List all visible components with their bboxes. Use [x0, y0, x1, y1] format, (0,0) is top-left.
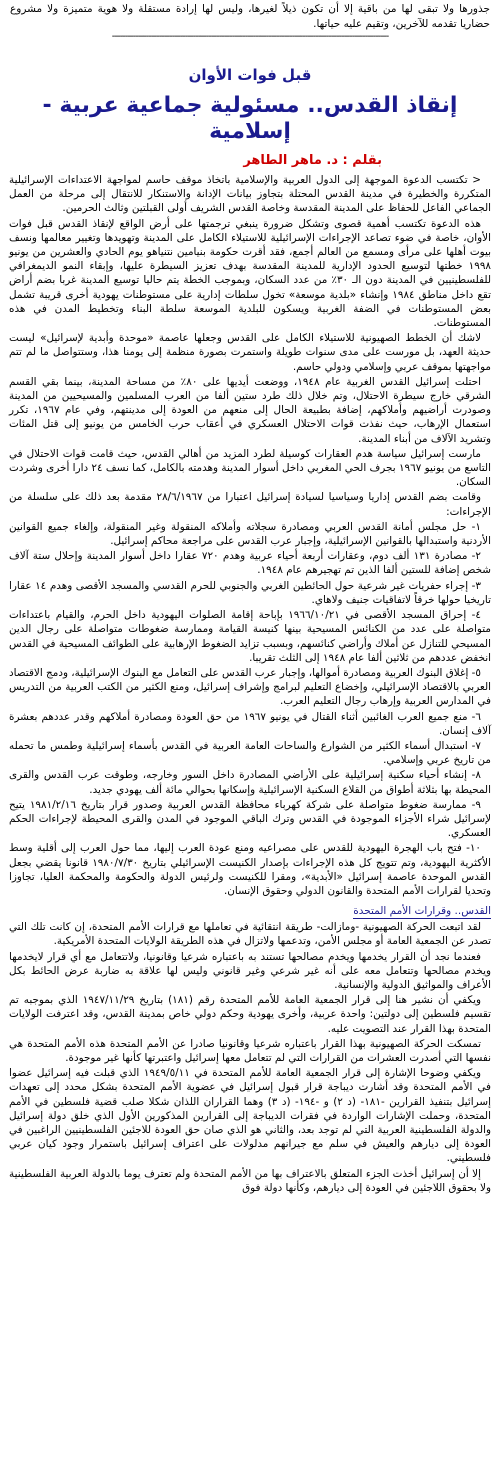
article-list-item: ٩- ممارسة ضغوط متواصلة على شركة كهرباء محافظة القدس العربية وصدور قرار بتاريخ ١٩٨١/٢/١٦ يتيح لإسرائيل شراء الأجزاء الموجودة في القدس وترك الباقي الموجود في المدن والقرى المحيطة لإجراءات الحكم العسكري. — [9, 798, 491, 840]
article-title: إنقاذ القدس.. مسئولية جماعية عربية - إسلامية — [42, 93, 458, 144]
article-paragraph: تمسكت الحركة الصهيونية بهذا القرار باعتباره شرعيا وقانونيا صادرا عن الأمم المتحدة هذه الأمم المتحدة هي نفسها التي أصدرت العشرات من القرارات التي لم تتعامل معها إسرائيل واعتبرتها كأنها غير موجودة. — [9, 1037, 491, 1064]
article-list-item: ١٠- فتح باب الهجرة اليهودية للقدس على مصراعيه ومنع عودة العرب إليها، مما حول العرب إلى أقلية وسط الأكثرية اليهودية، وتم تتويج كل هذه الإجراءات بإصدار الكنيست الإسرائيلي بتاريخ ١٩٨٠/٧/٣٠ قانونا يقضي بجعل القدس الموحدة عاصمة إسرائيل «الأبدية»، ومقرا للكنيست ولرئيس الدولة والحكومة والمحكمة العليا، تجاوزا وتحديا لقرارات الأمم المتحدة والقانون الدولي وحقوق الإنسان. — [9, 842, 491, 897]
article-list-item: ٣- إجراء حفريات غير شرعية حول الحائطين الغربي والجنوبي للحرم القدسي والمسجد الأقصى وهدم ١٤ عقارا تاريخيا حولها خرقاً لاتفاقيات جنيف ولاهاي. — [9, 579, 491, 606]
article-paragraph: ويكفي أن نشير هنا إلى قرار الجمعية العامة للأمم المتحدة رقم (١٨١) بتاريخ ١٩٤٧/١١/٢٩ الذي بموجبه تم تقسيم فلسطين إلى دولتين: واحدة عربية، وأخرى يهودية وحكم دولي خاص بمدينة القدس، وقد اعترفت الولايات المتحدة بهذا القرار عند التصويت عليه. — [9, 994, 491, 1035]
article-paragraph: إلا أن إسرائيل أخذت الجزء المتعلق بالاعتراف بها من الأمم المتحدة ولم تعترف يوما بالدولة العربية الفلسطينية ولا بحقوق اللاجئين في العودة إلى ديارهم، وكأنها دولة فوق — [9, 1167, 491, 1194]
article-list-item: ٢- مصادرة ١٣١ ألف دوم، وعقارات أربعة أحياء عربية وهدم ٧٢٠ عقارا داخل أسوار المدينة وإحلال ستة آلاف شخص إضافة للستين ألفا الذين تم تهجيرهم عام ١٩٤٨. — [9, 550, 491, 577]
previous-article-tail: جذورها ولا تبقى لها من باقية إلا أن تكون ذيلاً لغيرها، وليس لها إرادة مستقلة ولا هوية متميزة ولا مشروع حضاريا تقدمه للآخرين، وتقيم عليه حياتها. — [10, 3, 490, 30]
article-list-item: ٥- إغلاق البنوك العربية ومصادرة أموالها، وإجبار عرب القدس على التعامل مع البنوك الإسرائيلية، ودمج الاقتصاد العربي بالاقتصاد الإسرائيلي، وإخضاع التعليم لبرامج وإشراف إسرائيل، ومنع الكثير من الكتب العربية من التدريس في المدارس العربية وإرهاب رجال التعليم العرب. — [9, 666, 491, 708]
article-list-item: ٨- إنشاء أحياء سكنية إسرائيلية على الأراضي المصادرة داخل السور وخارجه، وطوقت عرب القدس والقرى المحيطة بها بثلاثة أطواق من القلاع السكنية الإسرائيلية وإسكانها بحوالي مائة ألف يهودي جديد. — [9, 769, 491, 796]
article-list-item: ٦- منع جميع العرب الغائبين أثناء القتال في يونيو ١٩٦٧ من حق العودة ومصادرة أملاكهم وقدر عددهم بعشرة آلاف إنسان. — [9, 710, 491, 737]
article-kicker: قبل فوات الأوان — [188, 66, 312, 84]
article-list-item: ٤- إحراق المسجد الأقصى في ١٩٦٦/١٠/٢١ بإباحة إقامة الصلوات اليهودية داخل الحرم، والقيام باعتداءات متواصلة على عدد من الكنائس المسيحية بينها كنيسة القيامة وممارسة ضغوطات متواصلة على رجال الدين المسيحي للتنازل عن أملاك وأراضي كنائسهم، وبسبب تزايد الضغوط الإرهابية على الطوائف المسيحية في القدس انخفض عددهم من ثلاثين ألفا عام ١٩٤٨ إلى الثلث تقريبا. — [9, 609, 491, 664]
article-paragraph: فعندما نجد أن القرار يخدمها ويخدم مصالحها تستند به باعتباره شرعيا وقانونيا، ولاتتعامل مع أي قرار لايخدمها ويخدم مصالحها وتتعامل معه على أنه غير شرعي وغير قانوني وليس لها علاقة به ضاربة عرض الحائط بكل الأعراف والمواثيق الدولية والإنسانية. — [9, 950, 491, 991]
article-paragraph: وقامت بضم القدس إداريا وسياسيا لسيادة إسرائيل اعتبارا من ٢٨/٦/١٩٦٧ مقدمة بعد ذلك على سلسلة من الإجراءات: — [9, 491, 491, 518]
article-body — [0, 169, 500, 1195]
article-paragraph: < تكتسب الدعوة الموجهة إلى الدول العربية والإسلامية باتخاذ موقف حاسم لمواجهة الاعتداءات الإسرائيلية المتكررة والخطيرة في مدينة القدس المحتلة بتجاوز بيانات الإدانة والاستنكار للانتقال إلى مرحلة من العمل الجماعي الفاعل للحفاظ على المدينة المقدسة وخاصة القدس الشريف أولى القبلتين وثالث الحرمين. — [9, 174, 491, 215]
article-list-item: ١- حل مجلس أمانة القدس العربي ومصادرة سجلاته وأملاكه المنقولة وغير المنقولة، وإلغاء جميع القوانين الأردنية واستبدالها بالقوانين الإسرائيلية، وإجبار عرب القدس على مراجعة محاكم إسرائيل. — [9, 520, 491, 548]
article-list-item: ٧- استبدال أسماء الكثير من الشوارع والساحات العامة العربية في القدس بأسماء إسرائيلية وطمس ما تحمله من تاريخ عربي وإسلامي. — [9, 739, 491, 767]
article-subheading: القدس.. وقرارات الأمم المتحدة — [353, 905, 491, 918]
article-separator: ---------------------------------------------------------------------------------------------------------- — [111, 32, 389, 42]
article-byline: بقلم : د. ماهر الطاهر — [243, 153, 382, 168]
article-paragraph: لقد اتبعت الحركة الصهيونية -ومازالت- طريقة انتقائية في تعاملها مع قرارات الأمم المتحدة، إن كانت تلك التي تصدر عن الجمعية العامة أو مجلس الأمن، وتدعمها ولاتزال في هذه الطريقة الولايات المتحدة الأمريكية. — [9, 921, 491, 948]
article-paragraph: احتلت إسرائيل القدس الغربية عام ١٩٤٨، ووضعت أيديها على ٨٠٪ من مساحة المدينة، بينما بقي القسم الشرقي خارج سيطرة الاحتلال، وتم خلال ذلك طرد ستين ألفا من العرب المسلمين والمسيحيين من المدينة وصودرت أراضيهم وأملاكهم، إضافة بطبيعة الحال إلى منعهم من العودة إلى مدينتهم، وفي عام ١٩٦٧، تكرر استعمال الإرهاب، حيث نفذت قوات الاحتلال العسكري في أعقاب حرب الخامس من يونيو إلى قتل المئات وتشريد الآلاف من أبناء المدينة. — [9, 375, 491, 445]
article-paragraph: مارست إسرائيل سياسة هدم العقارات كوسيلة لطرد المزيد من أهالي القدس، حيث قامت قوات الاحتلال في التاسع من يونيو ١٩٦٧ بجرف الحي المغربي داخل أسوار المدينة وهدمته بالكامل، كما نسف ٢٤ دارا أخرى وشردت السكان. — [9, 447, 491, 489]
article-paragraph: لاشك أن الخطط الصهيونية للاستيلاء الكامل على القدس وجعلها عاصمة «موحدة وأبدية لإسرائيل» ليست حديثة العهد، بل مورست على مدى سنوات طويلة واستمرت بصورة منظمة إلى يومنا هذا، وستتواصل ما لم تتم مواجهتها بموقف عربي وإسلامي ودولي حاسم. — [9, 332, 491, 373]
article-paragraph: هذه الدعوة تكتسب أهمية قصوى وتشكل ضرورة ينبغي ترجمتها على أرض الواقع لإنقاذ القدس قبل فوات الأوان، خاصة في ضوء تصاعد الإجراءات الإسرائيلية للاستيلاء الكامل على المدينة وتهويدها وتغيير معالمها ونسف بيوت أهلها على مرأى ومسمع من العالم أجمع، فقد أقرت حكومة بنيامين نتنياهو يوم الحادي والعشرين من يونيو ١٩٩٨ خطتها لتوسيع الحدود الإدارية للمدينة المقدسة بهدف تعزيز السيطرة عليها، وإبقاء النمو الديمغرافي للفلسطينيين في المدينة دون الـ ٣٠٪ من عدد السكان، وبموجب الخطة يتم حاليا توسيع المدينة غربا بضم أراض تقع داخل مناطق ١٩٨٤ وإنشاء «بلدية موسعة» تخول سلطات إدارية على مستوطنات يهودية أخرى قريبة تشمل بعض المستوطنات في الضفة الغربية ويسكون للبلدية الموسعة سلطة البناء وتخطيط المدن في هذه المستوطنات. — [9, 217, 491, 330]
article-paragraph: ويكفي وضوحا الإشارة إلى قرار الجمعية العامة للأمم المتحدة في ١٩٤٩/٥/١١ الذي قبلت فيه إسرائيل عضوا في الأمم المتحدة وقد أشارت ديباجة قرار قبول إسرائيل في عضوية الأمم المتحدة بشكل محدد إلى تعهدات إسرائيل بتنفيذ القرارين -١٨١- (د ٢) و -١٩٤- (د ٣) وهما القراران اللذان شكلا صلب قضية فلسطين في الأمم المتحدة، وحملت الإشارات الواردة في فقرات الديباجة إلى القرارين المذكورين الأول الذي خلق دولة إسرائيل والدولة الفلسطينية العربية التي لم توجد بعد، والثاني هو الذي صان حق العودة للاجئين الفلسطينيين الراغبين في العودة إلى ديارهم والعيش في سلم مع جيرانهم مدلولات على اعتراف إسرائيل باستمرار وجود كيان عربي فلسطيني. — [9, 1067, 491, 1165]
